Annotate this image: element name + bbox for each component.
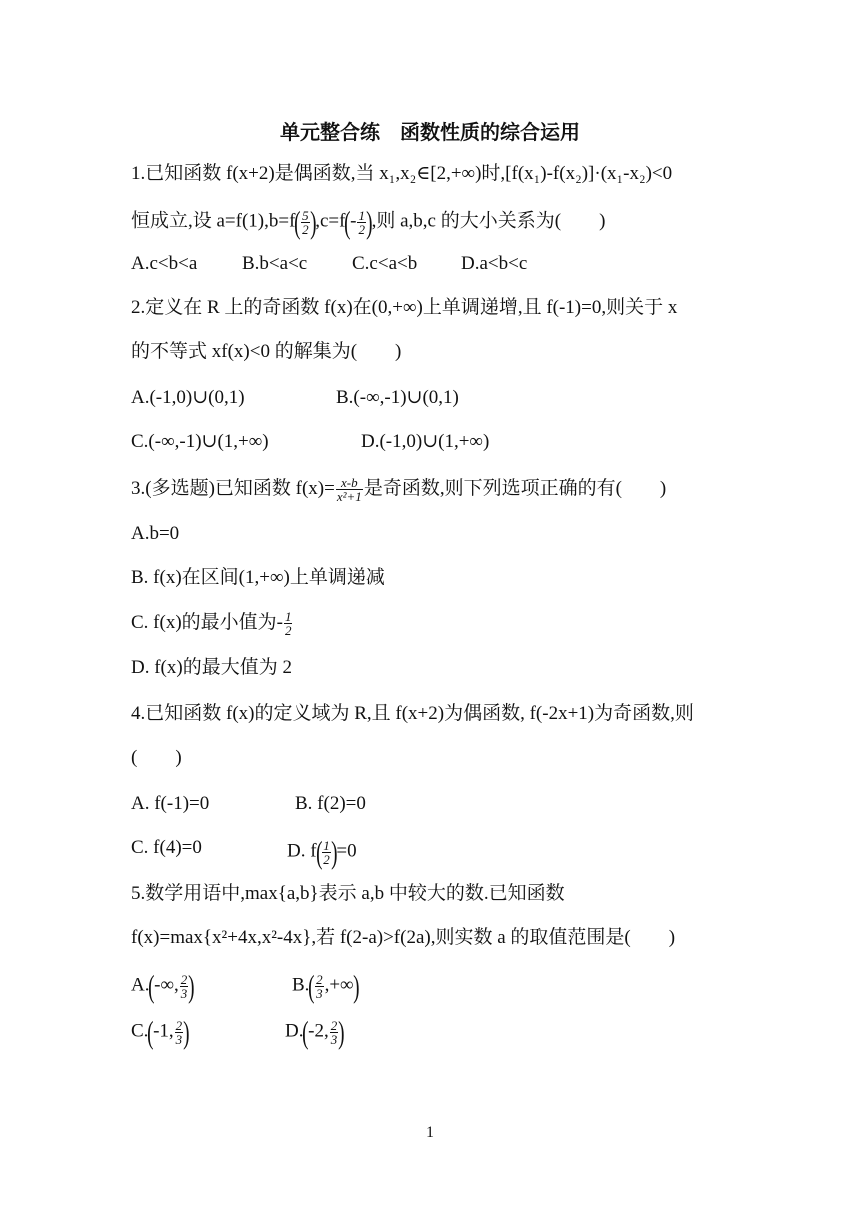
- left-paren: (: [294, 204, 301, 240]
- fraction-numerator: x-b: [336, 476, 363, 490]
- q1-option-a: A.c<b<a: [131, 253, 198, 274]
- q1-option-b: B.b<a<c: [242, 253, 308, 274]
- fraction-numerator: 1: [358, 207, 365, 223]
- q5-option-b-fraction: [315, 973, 324, 1000]
- fraction-numerator: 2: [180, 971, 188, 987]
- q1-fraction-b: [301, 209, 310, 236]
- left-paren: (: [302, 1014, 310, 1050]
- q1-text-b: ,c=f: [315, 210, 346, 232]
- page-title: 单元整合练 函数性质的综合运用: [280, 120, 580, 144]
- q5-option-c-text: -1,: [153, 1020, 174, 1042]
- q5-option-a-fraction: [180, 973, 189, 1000]
- q4-option-c: C. f(4)=0: [131, 837, 202, 858]
- q4-option-b: B. f(2)=0: [295, 793, 366, 814]
- q4-option-d-text: D. f: [287, 840, 317, 862]
- q4-option-d-eq: =0: [336, 840, 357, 862]
- q3-option-b: B. f(x)在区间(1,+∞)上单调递减: [131, 567, 385, 588]
- q2-option-b: B.(-∞,-1)∪(0,1): [336, 387, 459, 408]
- fraction-numerator: 2: [316, 971, 323, 987]
- left-paren: (: [315, 834, 323, 870]
- fraction-denominator: 3: [316, 985, 323, 1001]
- fraction-numerator: 5: [302, 207, 309, 223]
- q5-option-c-fraction: [175, 1019, 184, 1046]
- q4-option-d-fraction: [322, 839, 331, 866]
- q1-text-a: 恒成立,设 a=f(1),b=f: [131, 210, 296, 232]
- q5-option-d-label: D.: [285, 1020, 304, 1042]
- fraction-numerator: 2: [330, 1017, 338, 1033]
- q1-line-1: 1.已知函数 f(x+2)是偶函数,当 x₁,x₂∈[2,+∞)时,[f(x₁)-f(x₂)]·(x₁-x₂)<0: [131, 163, 673, 184]
- q4-line-1: 4.已知函数 f(x)的定义域为 R,且 f(x+2)为偶函数, f(-2x+1)为奇函数,则: [131, 703, 694, 724]
- fraction-denominator: 3: [180, 985, 188, 1001]
- q2-option-a: A.(-1,0)∪(0,1): [131, 387, 245, 408]
- q3-fraction: [336, 476, 363, 503]
- q3-text-b: 是奇函数,则下列选项正确的有( ): [363, 477, 667, 499]
- q3-line-1: [131, 476, 666, 503]
- fraction-denominator: 2: [358, 221, 365, 237]
- q3-option-c: [131, 610, 293, 637]
- fraction-denominator: 2: [284, 623, 292, 638]
- q5-option-a-text: -∞,: [154, 974, 179, 996]
- q1-frac-sign: -: [350, 210, 357, 232]
- fraction-numerator: 1: [284, 609, 292, 624]
- q2-line-1: 2.定义在 R 上的奇函数 f(x)在(0,+∞)上单调递增,且 f(-1)=0,则关于 x: [131, 297, 678, 318]
- fraction-denominator: x²+1: [336, 489, 362, 504]
- q5-option-b-text: ,+∞: [324, 974, 354, 996]
- right-paren: ): [188, 968, 195, 1004]
- right-paren: ): [366, 204, 373, 240]
- page-number: 1: [426, 1124, 434, 1141]
- q4-line-2: ( ): [131, 747, 182, 768]
- q3-text-a: 3.(多选题)已知函数 f(x)=: [131, 477, 335, 499]
- q3-option-d: D. f(x)的最大值为 2: [131, 657, 292, 678]
- left-paren: (: [148, 968, 156, 1004]
- q5-option-d: [285, 1016, 344, 1048]
- q4-option-d: [287, 836, 357, 868]
- q2-option-c: C.(-∞,-1)∪(1,+∞): [131, 431, 269, 452]
- q5-option-d-fraction: [330, 1019, 339, 1046]
- fraction-denominator: 3: [330, 1031, 338, 1047]
- q2-option-d: D.(-1,0)∪(1,+∞): [361, 431, 490, 452]
- q1-option-c: C.c<a<b: [352, 253, 418, 274]
- q3-option-a: A.b=0: [131, 523, 180, 544]
- fraction-numerator: 2: [175, 1017, 183, 1033]
- q5-option-c-label: C.: [131, 1020, 149, 1042]
- fraction-denominator: 3: [175, 1031, 183, 1047]
- right-paren: ): [330, 834, 338, 870]
- right-paren: ): [338, 1014, 345, 1050]
- q5-line-1: 5.数学用语中,max{a,b}表示 a,b 中较大的数.已知函数: [131, 883, 565, 904]
- q5-option-b: [292, 970, 358, 1002]
- left-paren: (: [308, 968, 315, 1004]
- right-paren: ): [309, 204, 317, 240]
- left-paren: (: [344, 204, 352, 240]
- q5-option-a: [131, 970, 194, 1002]
- q5-option-d-text: -2,: [308, 1020, 329, 1042]
- q3-option-c-text: C. f(x)的最小值为-: [131, 611, 283, 633]
- q5-option-a-label: A.: [131, 974, 150, 996]
- q2-line-2: 的不等式 xf(x)<0 的解集为( ): [131, 341, 402, 362]
- left-paren: (: [147, 1014, 154, 1050]
- q1-fraction-c: [357, 209, 366, 236]
- q3-option-c-fraction: [284, 610, 293, 637]
- q5-line-2: f(x)=max{x²+4x,x²-4x},若 f(2-a)>f(2a),则实数 a 的取值范围是( ): [131, 927, 676, 948]
- fraction-denominator: 2: [302, 221, 309, 237]
- q5-option-c: [131, 1016, 189, 1048]
- q1-option-d: D.a<b<c: [461, 253, 528, 274]
- fraction-numerator: 1: [323, 837, 330, 853]
- q5-option-b-label: B.: [292, 974, 310, 996]
- q1-text-c: ,则 a,b,c 的大小关系为( ): [371, 210, 606, 232]
- fraction-denominator: 2: [323, 851, 330, 867]
- right-paren: ): [183, 1014, 190, 1050]
- right-paren: ): [352, 968, 360, 1004]
- q1-line-2: [131, 206, 605, 238]
- q4-option-a: A. f(-1)=0: [131, 793, 210, 814]
